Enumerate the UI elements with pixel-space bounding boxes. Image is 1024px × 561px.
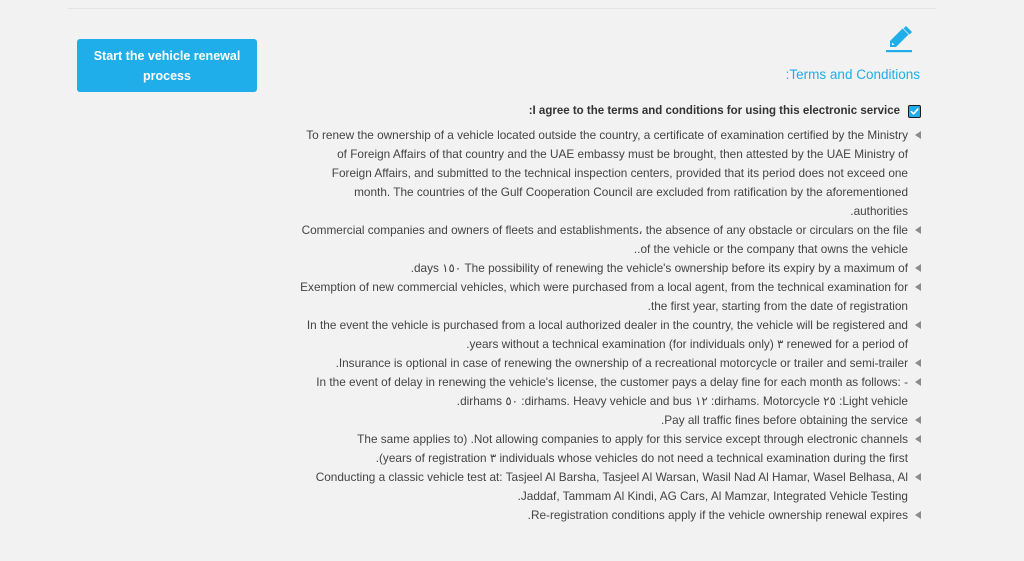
condition-item	[300, 316, 920, 354]
condition-item	[300, 373, 920, 411]
agree-checkbox[interactable]	[908, 105, 921, 118]
condition-text: The possibility of renewing the vehicle's ownership before its expiry by a maximum of ١٥٠ days.	[410, 261, 908, 275]
agree-row	[529, 103, 921, 119]
terms-title: Terms and Conditions:	[785, 67, 920, 82]
triangle-left-icon	[915, 435, 921, 443]
condition-item	[300, 259, 920, 278]
condition-text: In the event of delay in renewing the vehicle's license, the customer pays a delay fine for each month as follows: - Light vehicle: ٢٥ dirhams. Motorcycle: ١٢ dirhams. Heavy vehicle and bus: ٥٠ dirhams.	[316, 375, 908, 408]
condition-item	[300, 468, 920, 506]
top-divider	[68, 8, 936, 9]
condition-text: Commercial companies and owners of fleets and establishments، the absence of any obstacle or circulars on the file of the vehicle or the company that owns the vehicle..	[301, 223, 908, 256]
triangle-left-icon	[915, 283, 921, 291]
condition-text: Not allowing companies to apply for this service except through electronic channels. (The same applies to individuals whose vehicles do not need a technical examination during the first ٣ years of registration).	[357, 432, 908, 465]
condition-text: In the event the vehicle is purchased from a local authorized dealer in the country, the vehicle will be registered and renewed for a period of ٣ years without a technical examination (for individuals only).	[306, 318, 908, 351]
triangle-left-icon	[915, 321, 921, 329]
triangle-left-icon	[915, 511, 921, 519]
condition-text: Exemption of new commercial vehicles, which were purchased from a local agent, from the technical examination for the first year, starting from the date of registration.	[300, 280, 908, 313]
condition-item	[300, 411, 920, 430]
triangle-left-icon	[915, 378, 921, 386]
triangle-left-icon	[915, 264, 921, 272]
condition-text: Re-registration conditions apply if the vehicle ownership renewal expires.	[527, 508, 908, 522]
pencil-icon	[884, 25, 914, 53]
condition-item	[300, 126, 920, 221]
triangle-left-icon	[915, 359, 921, 367]
condition-item	[300, 506, 920, 525]
conditions-list	[300, 126, 920, 525]
condition-text: To renew the ownership of a vehicle located outside the country, a certificate of examination certified by the Ministry of Foreign Affairs of that country and the UAE embassy must be brought, then attested by the UAE Ministry of Foreign Affairs, and submitted to the technical inspection centers, provided that its period does not exceed one month. The countries of the Gulf Cooperation Council are excluded from ratification by the aforementioned authorities.	[306, 128, 908, 218]
condition-text: Insurance is optional in case of renewing the ownership of a recreational motorcycle or trailer and semi-trailer.	[335, 356, 908, 370]
condition-item	[300, 278, 920, 316]
condition-item	[300, 221, 920, 259]
start-vehicle-renewal-button[interactable]: Start the vehicle renewal process	[77, 39, 257, 92]
condition-item	[300, 430, 920, 468]
condition-item	[300, 354, 920, 373]
triangle-left-icon	[915, 473, 921, 481]
triangle-left-icon	[915, 226, 921, 234]
agree-label: I agree to the terms and conditions for using this electronic service:	[528, 105, 900, 117]
condition-text: Pay all traffic fines before obtaining the service.	[660, 413, 908, 427]
triangle-left-icon	[915, 416, 921, 424]
triangle-left-icon	[915, 131, 921, 139]
condition-text: Conducting a classic vehicle test at: Tasjeel Al Barsha, Tasjeel Al Warsan, Wasil Nad Al Hamar, Wasel Belhasa, Al Jaddaf, Tammam Al Kindi, AG Cars, Al Mamzar, Integrated Vehicle Testing.	[315, 470, 908, 503]
checkmark-icon	[910, 107, 919, 116]
